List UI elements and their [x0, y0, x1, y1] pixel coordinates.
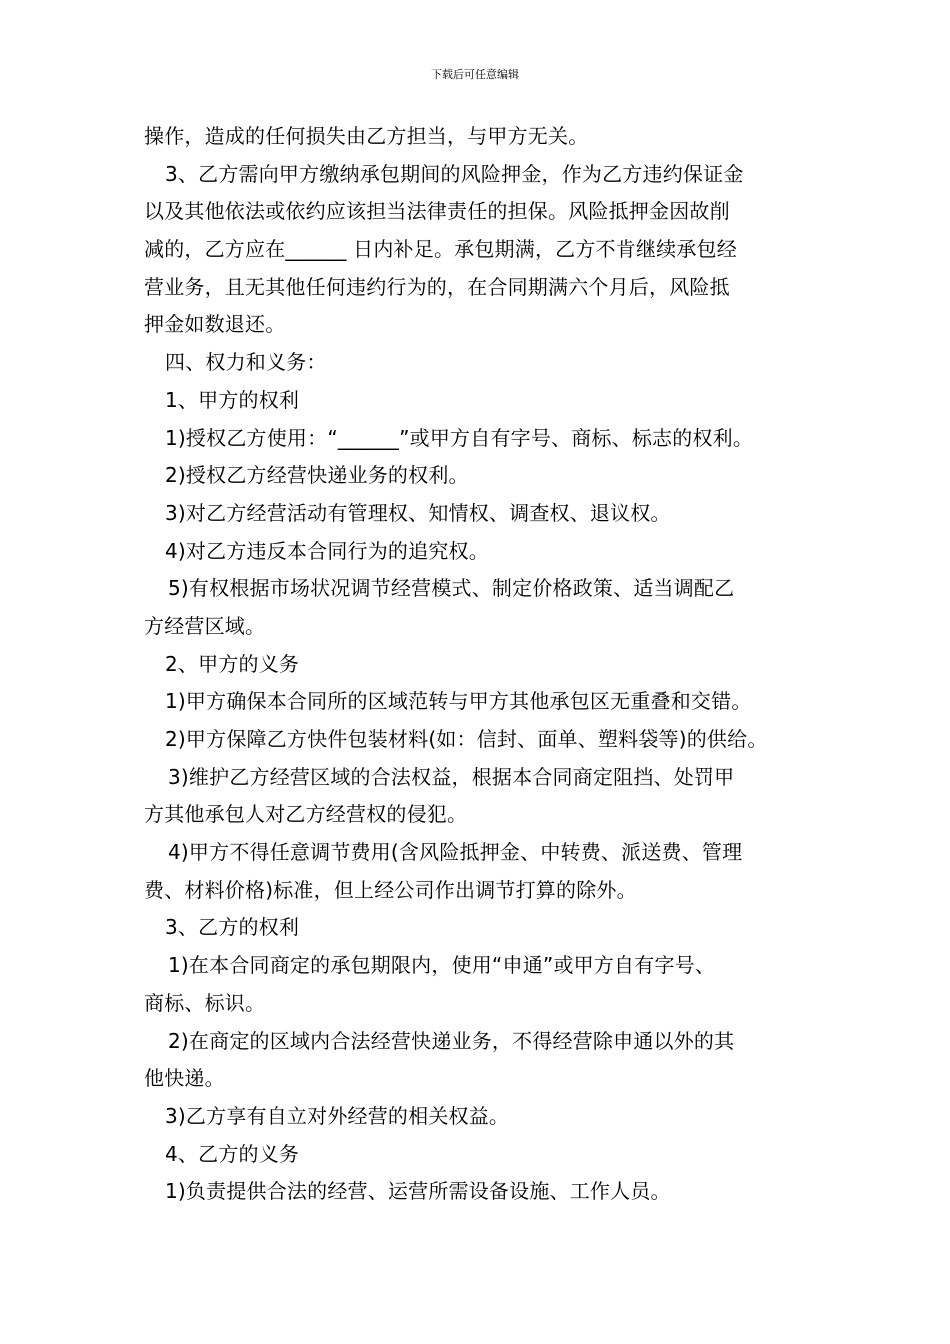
text-line: 4)对乙方违反本合同行为的追究权。 — [165, 538, 489, 563]
document-body — [144, 118, 824, 1211]
text-line: 2、甲方的义务 — [165, 651, 300, 676]
text-line: 方经营区域。 — [144, 613, 266, 638]
text-line: 1)甲方确保本合同所的区域范转与甲方其他承包区无重叠和交错。 — [165, 689, 752, 714]
text-line: 2)授权乙方经营快递业务的权利。 — [165, 463, 469, 488]
text-line: 操作，造成的任何损失由乙方担当，与甲方无关。 — [144, 124, 589, 148]
text-line: 营业务，且无其他任何违约行为的，在合同期满六个月后，风险抵 — [144, 274, 730, 299]
text-line: 四、权力和义务： — [165, 350, 327, 375]
text-line: 商标、标识。 — [144, 990, 266, 1015]
text-line: 他快递。 — [144, 1066, 225, 1091]
text-line: 减的，乙方应在______ 日内补足。承包期满，乙方不肯继续承包经 — [144, 237, 737, 262]
text-line: 押金如数退还。 — [144, 312, 286, 337]
text-line: 1、甲方的权利 — [165, 387, 300, 412]
text-line: 2)甲方保障乙方快件包装材料(如：信封、面单、塑料袋等)的供给。 — [165, 727, 768, 751]
text-line: 3)乙方享有自立对外经营的相关权益。 — [165, 1103, 510, 1128]
text-line: 以及其他依法或依约应该担当法律责任的担保。风险抵押金因故削 — [144, 199, 730, 224]
text-line: 方其他承包人对乙方经营权的侵犯。 — [144, 802, 468, 827]
text-line: 2)在商定的区域内合法经营快递业务，不得经营除申通以外的其 — [168, 1028, 735, 1053]
text-line: 1)授权乙方使用：“______”或甲方自有字号、商标、标志的权利。 — [165, 425, 754, 450]
text-line: 3)维护乙方经营区域的合法权益，根据本合同商定阻挡、处罚甲 — [168, 764, 735, 789]
text-line: 3、乙方需向甲方缴纳承包期间的风险押金，作为乙方违约保证金 — [165, 161, 744, 186]
page-header: 下载后可任意编辑 — [431, 68, 519, 81]
text-line: 费、材料价格)标准，但上经公司作出调节打算的除外。 — [144, 877, 637, 902]
text-line: 1)在本合同商定的承包期限内，使用“申通”或甲方自有字号、 — [168, 953, 716, 978]
text-line: 1)负责提供合法的经营、运营所需设备设施、工作人员。 — [165, 1179, 671, 1204]
text-line: 4、乙方的义务 — [165, 1141, 300, 1166]
text-line: 3)对乙方经营活动有管理权、知情权、调查权、退议权。 — [165, 500, 671, 525]
text-line: 3、乙方的权利 — [165, 915, 300, 940]
text-line: 4)甲方不得任意调节费用(含风险抵押金、中转费、派送费、管理 — [168, 840, 743, 865]
text-line: 5)有权根据市场状况调节经营模式、制定价格政策、适当调配乙 — [168, 576, 735, 601]
